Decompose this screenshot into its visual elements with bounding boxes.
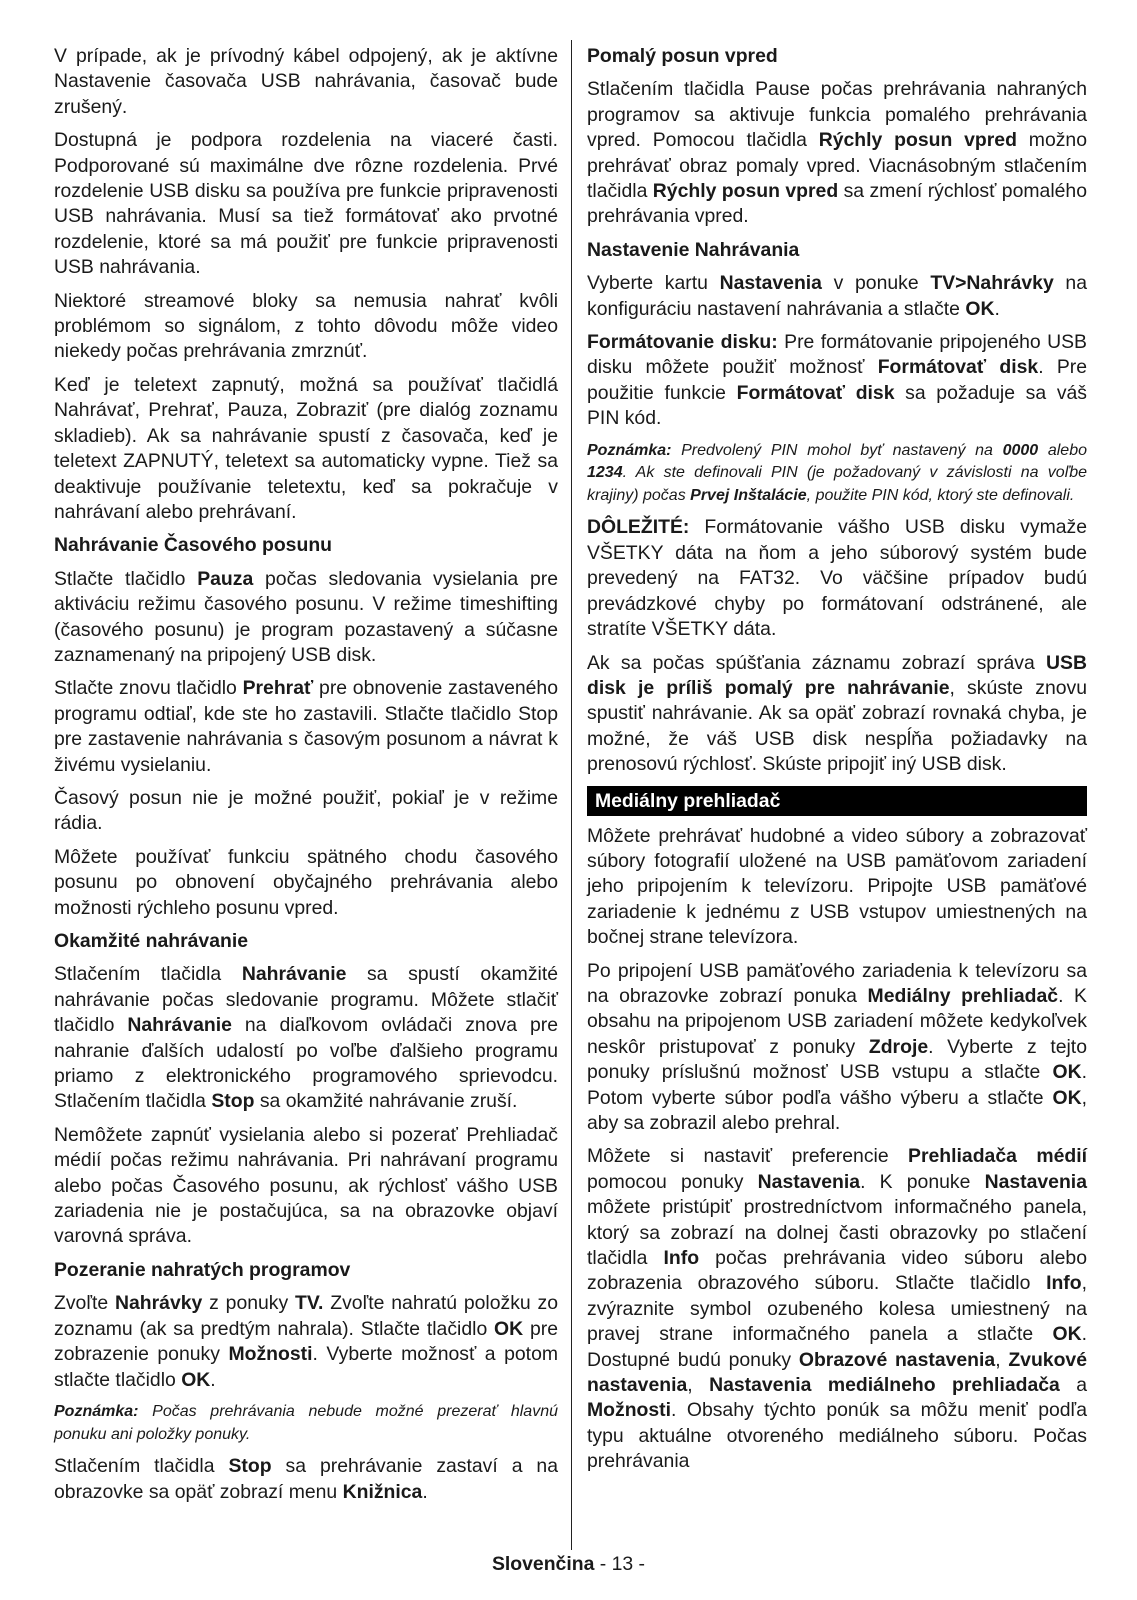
left-column bbox=[54, 44, 558, 1513]
paragraph: Časový posun nie je možné použiť, pokiaľ je v režime rádia. bbox=[54, 786, 558, 835]
paragraph: Stlačením tlačidla Nahrávanie sa spustí okamžité nahrávanie počas sledovanie programu. Môžete stlačiť tlačidlo Nahrávanie na diaľkovom ovládači znova pre nahranie ďalších udalostí po voľbe ďalšieho programu priamo z elektronického programového sprievodcu. Stlačením tlačidla Stop sa okamžité nahrávanie zruší. bbox=[54, 963, 559, 1113]
paragraph: Keď je teletext zapnutý, možná sa používať tlačidlá Nahrávať, Prehrať, Pauza, Zobraziť (pre dialóg zoznamu skladieb). Ak sa nahrávanie spustí z časovača, keď je teletext ZAPNUTÝ, teletext sa automaticky vypne. Tiež sa deaktivuje používanie teletextu, keď sa pokračuje v nahrávaní alebo prehrávaní. bbox=[54, 373, 558, 523]
paragraph: Stlačením tlačidla Stop sa prehrávanie zastaví a na obrazovke sa opäť zobrazí menu Knižnica. bbox=[54, 1455, 558, 1503]
section-bar-heading: Mediálny prehliadač bbox=[587, 786, 1087, 816]
section-heading: Okamžité nahrávanie bbox=[54, 930, 248, 952]
paragraph: DÔLEŽITÉ: Formátovanie vášho USB disku vymaže VŠETKY dáta na ňom a jeho súborový systém bude prevedený na FAT32. Vo väčšine prípadov budú prevádzkové chyby po formátovaní odstránené, ale stratíte VŠETKY dáta. bbox=[587, 516, 1087, 641]
note: Poznámka: Predvolený PIN mohol byť nastavený na 0000 alebo 1234. Ak ste definovali PIN (je požadovaný v závislosti na voľbe krajiny) počas Prvej Inštalácie, použite PIN kód, ktorý ste definovali. bbox=[587, 441, 1087, 504]
column-divider bbox=[571, 40, 572, 1550]
note: Poznámka: Počas prehrávania nebude možné prezerať hlavnú ponuku ani položky ponuky. bbox=[54, 1402, 558, 1443]
paragraph: Formátovanie disku: Pre formátovanie pripojeného USB disku môžete použiť možnosť Formátovať disk. Pre použitie funkcie Formátovať disk sa požaduje sa váš PIN kód. bbox=[587, 331, 1088, 430]
paragraph: Môžete prehrávať hudobné a video súbory a zobrazovať súbory fotografií uložené na USB pamäťovom zariadení jeho pripojením k televízoru. Pripojte USB pamäťové zariadenie k jednému z USB vstupov umiestnených na bočnej strane televízora. bbox=[587, 824, 1087, 949]
right-column bbox=[587, 44, 1087, 1475]
paragraph: Zvoľte Nahrávky z ponuky TV. Zvoľte nahratú položku zo zoznamu (ak sa predtým nahrala). Stlačte tlačidlo OK pre zobrazenie ponuky Možnosti. Vyberte možnosť a potom stlačte tlačidlo OK. bbox=[54, 1292, 559, 1391]
section-heading: Nahrávanie Časového posunu bbox=[54, 534, 333, 557]
paragraph: Dostupná je podpora rozdelenia na viaceré časti. Podporované sú maximálne dve rôzne rozdelenia. Prvé rozdelenie USB disku sa používa pre funkcie pripravenosti USB nahrávania. Musí sa tiež formátovať ako prvotné rozdelenie, ktoré sa má použiť pre funkcie pripravenosti USB nahrávania. bbox=[54, 129, 558, 279]
paragraph: Ak sa počas spúšťania záznamu zobrazí správa USB disk je príliš pomalý pre nahrávanie, skúste znovu spustiť nahrávanie. Ak sa opäť zobrazí rovnaká chyba, je možné, že váš USB disk nespĺňa požiadavky na prenosovú rýchlosť. Skúste pripojiť iný USB disk. bbox=[587, 651, 1087, 776]
footer-language: Slovenčina bbox=[491, 1553, 595, 1575]
section-heading: Nastavenie Nahrávania bbox=[587, 238, 800, 261]
paragraph: Nemôžete zapnúť vysielania alebo si pozerať Prehliadač médií počas režimu nahrávania. Pri nahrávaní programu alebo počas Časového posunu, ak rýchlosť vášho USB zariadenia nie je postačujúca, sa na obrazovke objaví varovná správa. bbox=[54, 1123, 558, 1248]
paragraph: Stlačením tlačidla Pause počas prehrávania nahraných programov sa aktivuje funkcia pomalého prehrávania vpred. Pomocou tlačidla Rýchly posun vpred možno prehrávať obraz pomaly vpred. Viacnásobným stlačením tlačidla Rýchly posun vpred sa zmení rýchlosť pomalého prehrávania vpred. bbox=[587, 78, 1087, 228]
paragraph: Po pripojení USB pamäťového zariadenia k televízoru sa na obrazovke zobrazí ponuka Mediálny prehliadač. K obsahu na pripojenom USB zariadení môžete kedykoľvek neskôr pristupovať z ponuky Zdroje. Vyberte z tejto ponuky príslušnú možnosť USB vstupu a stlačte OK. Potom vyberte súbor podľa vášho výberu a stlačte OK, aby sa zobrazil alebo prehral. bbox=[587, 959, 1087, 1134]
page-footer bbox=[0, 1553, 1137, 1576]
paragraph: Vyberte kartu Nastavenia v ponuke TV>Nahrávky na konfiguráciu nastavení nahrávania a stlačte OK. bbox=[587, 272, 1087, 320]
paragraph: V prípade, ak je prívodný kábel odpojený, ak je aktívne Nastavenie časovača USB nahrávania, časovač bude zrušený. bbox=[54, 45, 558, 118]
page-number: - 13 - bbox=[594, 1553, 646, 1575]
paragraph: Môžete používať funkciu spätného chodu časového posunu po obnovení obyčajného prehrávania alebo možnosti rýchleho posunu vpred. bbox=[54, 845, 558, 919]
section-heading: Pomalý posun vpred bbox=[587, 45, 778, 67]
paragraph: Môžete si nastaviť preferencie Prehliadača médií pomocou ponuky Nastavenia. K ponuke Nastavenia môžete pristúpiť prostredníctvom informačného panela, ktorý sa zobrazí na dolnej časti obrazovky po stlačení tlačidla Info počas prehrávania video súboru alebo zobrazenia obrazového súboru. Stlačte tlačidlo Info, zvýraznite symbol ozubeného kolesa umiestnený na pravej strane informačného panela a stlačte OK. Dostupné budú ponuky Obrazové nastavenia, Zvukové nastavenia, Nastavenia mediálneho prehliadača a Možnosti. Obsahy týchto ponúk sa môžu meniť podľa typu aktuálne otvoreného mediálneho súboru. Počas prehrávania bbox=[587, 1145, 1088, 1473]
paragraph: Stlačte znovu tlačidlo Prehrať pre obnovenie zastaveného programu odtiaľ, kde ste ho zastavili. Stlačte tlačidlo Stop pre zastavenie nahrávania s časovým posunom a návrat k živému vysielaniu. bbox=[54, 677, 558, 776]
paragraph: Niektoré streamové bloky sa nemusia nahrať kvôli problémom so signálom, z tohto dôvodu môže video niekedy počas prehrávania zmrznúť. bbox=[54, 289, 558, 363]
section-heading: Pozeranie nahratých programov bbox=[54, 1258, 351, 1281]
paragraph: Stlačte tlačidlo Pauza počas sledovania vysielania pre aktiváciu režimu časového posunu. V režime timeshifting (časového posunu) je program pozastavený a súčasne zaznamenaný na pripojený USB disk. bbox=[54, 567, 558, 666]
